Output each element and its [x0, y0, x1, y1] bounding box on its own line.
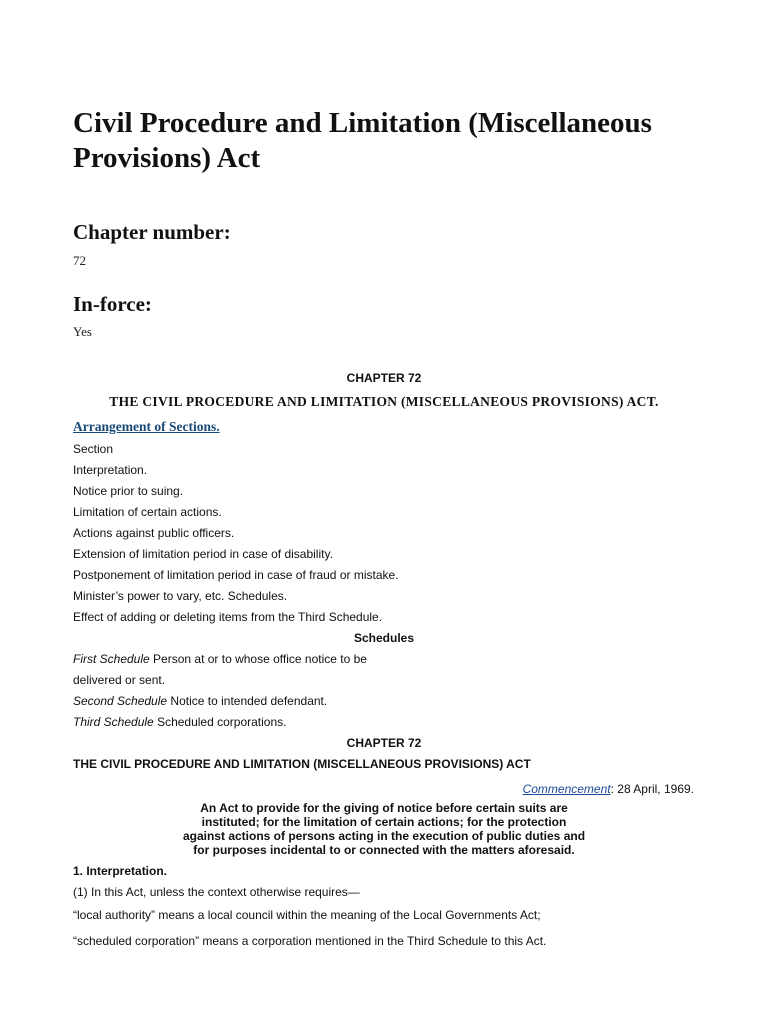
section-1-heading: 1. Interpretation. [73, 864, 168, 878]
preamble-line: against actions of persons acting in the execution of public duties and [182, 829, 586, 843]
arrangement-of-sections-link[interactable]: Arrangement of Sections. [73, 419, 220, 434]
act-heading-2: THE CIVIL PROCEDURE AND LIMITATION (MISCELLANEOUS PROVISIONS) ACT [73, 757, 531, 771]
schedule-desc: Scheduled corporations. [157, 715, 287, 729]
commencement-line [523, 782, 694, 796]
schedule-item [73, 715, 286, 729]
section-1-text: “local authority” means a local council within the meaning of the Local Governments Act; [73, 908, 541, 922]
section-list-item: Extension of limitation period in case of disability. [73, 547, 333, 561]
in-force-label: In-force: [73, 292, 152, 316]
chapter-heading-2: CHAPTER 72 [346, 736, 422, 750]
section-list-item: Notice prior to suing. [73, 484, 184, 498]
section-list-item: Minister’s power to vary, etc. Schedules. [73, 589, 288, 603]
section-list-item: Interpretation. [73, 463, 148, 477]
schedule-item [73, 694, 327, 708]
commencement-date: : 28 April, 1969. [610, 782, 694, 796]
preamble-line: for purposes incidental to or connected with the matters aforesaid. [193, 843, 575, 857]
schedule-name: First Schedule [73, 652, 150, 666]
chapter-number-label: Chapter number: [73, 220, 231, 244]
schedule-name: Third Schedule [73, 715, 154, 729]
chapter-heading: CHAPTER 72 [346, 371, 422, 385]
commencement-link[interactable]: Commencement [522, 782, 611, 796]
page-title: Civil Procedure and Limitation (Miscellaneous Provisions) Act [73, 107, 652, 174]
schedule-desc: Notice to intended defendant. [170, 694, 328, 708]
preamble [0, 801, 768, 857]
schedules-heading: Schedules [353, 631, 415, 645]
section-list-item: Actions against public officers. [73, 526, 235, 540]
in-force-value: Yes [73, 324, 92, 339]
schedule-desc: Person at or to whose office notice to be [153, 652, 367, 666]
section-list-item: Section [73, 442, 114, 456]
schedule-name: Second Schedule [73, 694, 168, 708]
preamble-line: An Act to provide for the giving of notice before certain suits are [200, 801, 568, 815]
schedule-item [73, 652, 367, 666]
schedule-desc: delivered or sent. [73, 673, 166, 687]
section-list-item: Effect of adding or deleting items from the Third Schedule. [73, 610, 383, 624]
section-list-item: Limitation of certain actions. [73, 505, 222, 519]
act-heading: THE CIVIL PROCEDURE AND LIMITATION (MISCELLANEOUS PROVISIONS) ACT. [109, 394, 659, 409]
section-list-item: Postponement of limitation period in case of fraud or mistake. [73, 568, 399, 582]
section-1-text: (1) In this Act, unless the context otherwise requires— [73, 885, 360, 899]
preamble-line: instituted; for the limitation of certain actions; for the protection [201, 815, 567, 829]
chapter-number-value: 72 [73, 253, 86, 268]
schedule-item [73, 673, 165, 687]
section-1-text: “scheduled corporation” means a corporation mentioned in the Third Schedule to this Act. [73, 934, 547, 948]
